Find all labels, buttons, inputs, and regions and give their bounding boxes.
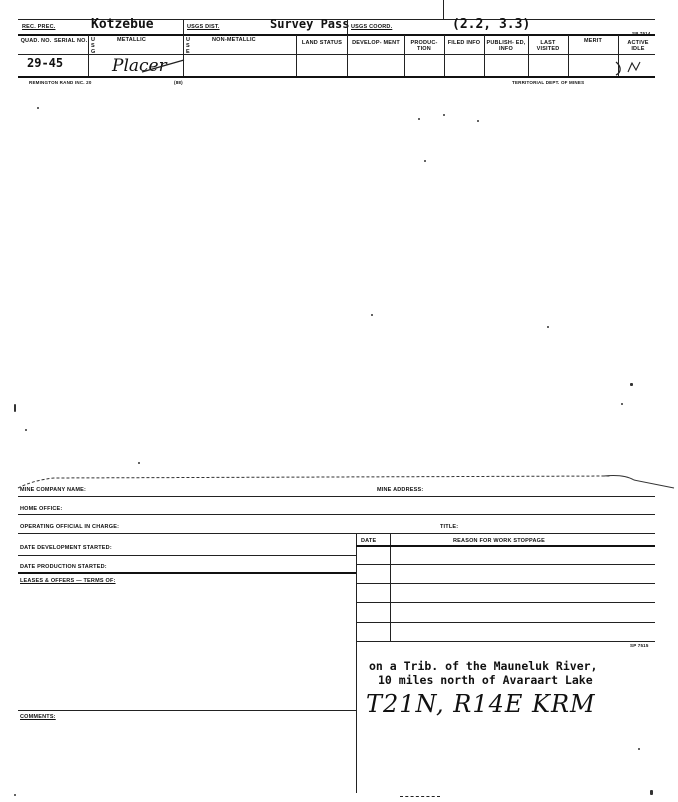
leases-offers-label: LEASES & OFFERS — TERMS OF:: [20, 578, 116, 584]
scan-speck: [443, 114, 445, 116]
title-label: TITLE:: [440, 524, 459, 530]
operating-official-rule: [18, 533, 655, 534]
header-row-bottom-rule: [18, 76, 655, 78]
scan-speck: [547, 326, 549, 328]
form-number-2: SP 7515: [630, 643, 649, 648]
stoppage-row-rule-3: [356, 602, 655, 603]
date-column-divider: [390, 533, 391, 641]
form-number: SP 7514: [632, 31, 651, 36]
scan-speck: [477, 120, 479, 122]
scan-speck: [37, 107, 39, 109]
col-merit: MERIT: [583, 38, 603, 44]
rec-prec-label: REC. PREC.: [22, 24, 56, 30]
scan-speck: [621, 403, 623, 405]
date-column-header: DATE: [361, 538, 377, 544]
col-quad-no: QUAD. NO.: [20, 38, 52, 44]
header-bottom-rule: [18, 34, 655, 36]
scan-speck: [418, 118, 420, 120]
mine-address-label: MINE ADDRESS:: [377, 487, 424, 493]
stoppage-row-rule-1: [356, 564, 655, 565]
scan-speck: [424, 160, 426, 162]
col-divider-filed: [484, 35, 485, 77]
home-office-label: HOME OFFICE:: [20, 506, 63, 512]
col-filed-info: FILED INFO: [447, 40, 481, 46]
handwritten-township: T21N, R14E KRM: [366, 690, 596, 718]
quad-serial-value: 29-45: [27, 56, 64, 70]
col-active-idle: ACTIVE IDLE: [627, 40, 649, 52]
stoppage-row-rule-5: [356, 641, 655, 642]
printer-code: (88): [174, 80, 183, 85]
usgs-coord-value: (2.2, 3.3): [452, 17, 531, 32]
date-production-rule: [18, 572, 356, 574]
handwritten-underline: [140, 58, 186, 76]
date-production-started-label: DATE PRODUCTION STARTED:: [20, 564, 107, 570]
col-divider-prod: [444, 35, 445, 77]
col-published-info: PUBLISH- ED, INFO: [486, 40, 526, 52]
stoppage-row-rule-4: [356, 622, 655, 623]
scan-mark-line: [443, 0, 444, 19]
col-usg: U S G: [91, 37, 96, 55]
scan-speck: [25, 429, 27, 431]
header-divider-2: [347, 19, 348, 34]
comments-label: COMMENTS:: [20, 714, 56, 720]
comments-rule: [18, 710, 356, 711]
stoppage-row-rule-2: [356, 583, 655, 584]
scan-speck: [630, 383, 633, 386]
column-header-rule: [18, 54, 655, 55]
scan-speck: [14, 404, 16, 412]
metallic-value: Placer: [112, 56, 167, 76]
col-serial-no: SERIAL NO.: [54, 38, 88, 44]
location-line-1: on a Trib. of the Mauneluk River,: [369, 659, 598, 673]
scan-speck: [650, 790, 653, 795]
center-vertical-divider: [356, 533, 357, 793]
col-production: PRODUC- TION: [410, 40, 438, 52]
usgs-dist-label: USGS DIST.: [187, 24, 220, 30]
col-land-status: LAND STATUS: [301, 40, 343, 46]
operating-official-label: OPERATING OFFICIAL IN CHARGE:: [20, 524, 120, 530]
col-development: DEVELOP- MENT: [352, 40, 400, 46]
scan-speck: [371, 314, 373, 316]
col-divider-land: [347, 35, 348, 77]
location-line-2: 10 miles north of Avaraart Lake: [378, 673, 593, 687]
col-divider-pub: [528, 35, 529, 77]
handwritten-check-mark: [612, 58, 652, 78]
rec-prec-value: Kotzebue: [91, 17, 154, 32]
usgs-coord-label: USGS COORD.: [351, 24, 393, 30]
department-name: TERRITORIAL DEPT. OF MINES: [512, 80, 585, 85]
form-fold-line: [14, 470, 678, 494]
mine-company-rule: [18, 496, 655, 497]
col-divider-serial: [88, 35, 89, 77]
home-office-rule: [18, 514, 655, 515]
scan-speck: [14, 794, 16, 796]
stoppage-header-rule: [356, 545, 655, 547]
bottom-scan-mark: [400, 796, 440, 797]
col-last-visited: LAST VISITED: [536, 40, 560, 52]
mine-company-name-label: MINE COMPANY NAME:: [20, 487, 87, 493]
date-development-rule: [18, 555, 356, 556]
reason-column-header: REASON FOR WORK STOPPAGE: [453, 538, 545, 544]
printer-mark: REMINGTON RAND INC. 20: [29, 80, 92, 85]
usgs-dist-value: Survey Pass: [270, 17, 350, 31]
col-use: U S E: [186, 37, 191, 55]
scan-speck: [638, 748, 640, 750]
col-non-metallic: NON-METALLIC: [212, 37, 256, 43]
col-divider-nonmetallic: [296, 35, 297, 77]
scan-speck: [138, 462, 140, 464]
col-metallic: METALLIC: [117, 37, 146, 43]
date-development-started-label: DATE DEVELOPMENT STARTED:: [20, 545, 112, 551]
header-divider-1: [183, 19, 184, 34]
